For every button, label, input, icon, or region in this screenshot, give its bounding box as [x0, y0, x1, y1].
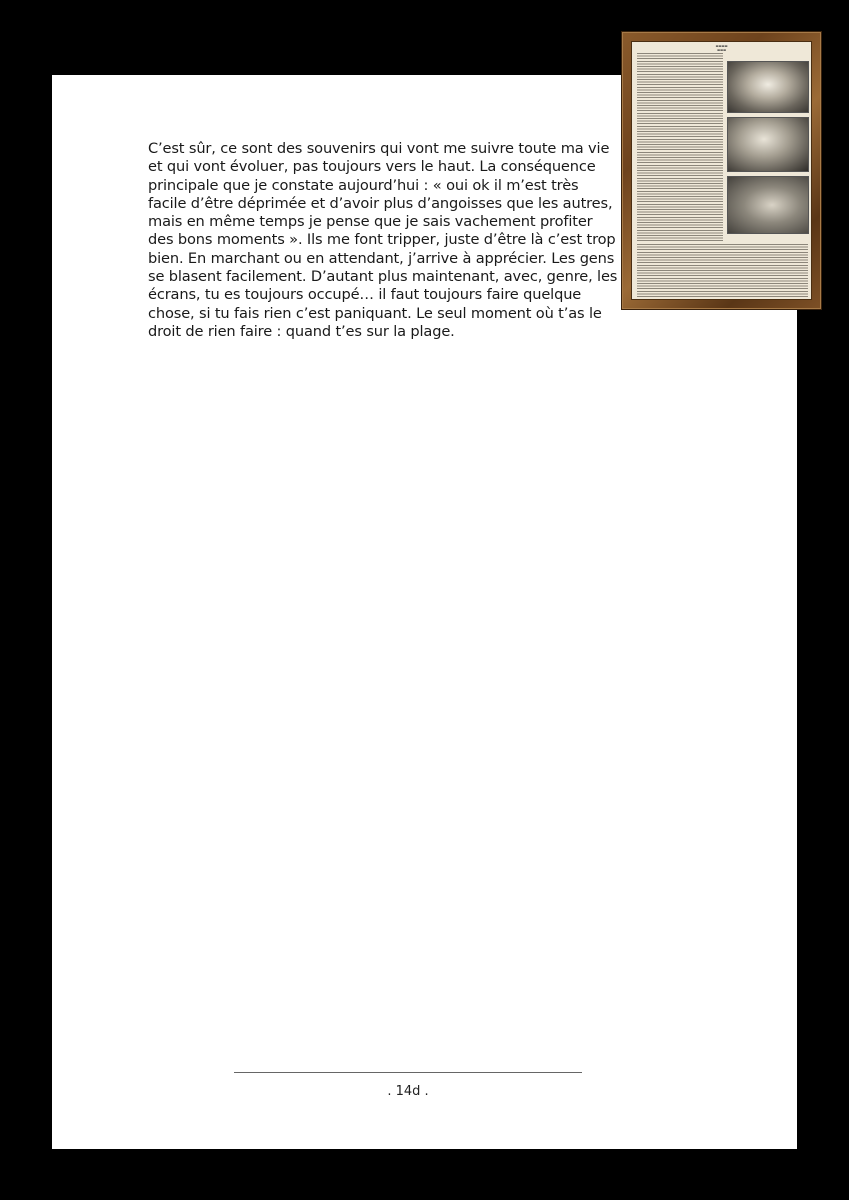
- clipping-text-column-left: [637, 53, 723, 241]
- newspaper-clipping: [631, 41, 812, 300]
- framed-clipping-image: [621, 31, 822, 310]
- page-number: . 14d .: [387, 1084, 429, 1099]
- clipping-illustration-top: [727, 61, 809, 113]
- clipping-illustration-bottom: [727, 176, 809, 234]
- body-paragraph: C’est sûr, ce sont des souvenirs qui vont me suivre toute ma vie et qui vont évoluer, pas toujours vers le haut. La conséquence principale que je constate aujourd’hui : « oui ok il m’est très facile d’être déprimée et d’avoir plus d’angoisses que les autres, mais en même temps je pense que je sais vachement profiter des bons moments ». Ils me font tripper, juste d’être là c’est trop bien. En marchant ou en attendant, j’arrive à apprécier. Les gens se blasent facilement. D’autant plus maintenant, avec, genre, les écrans, tu es toujours occupé… il faut toujours faire quelque chose, si tu fais rien c’est paniquant. Le seul moment où t’as le droit de rien faire : quand t’es sur la plage.: [148, 140, 618, 340]
- clipping-header-text-block: ▬▬▬▬ ▬▬▬: [715, 44, 728, 52]
- footer-divider: [234, 1072, 582, 1073]
- clipping-illustration-middle: [727, 117, 809, 172]
- clipping-text-column-bottom: [637, 244, 808, 298]
